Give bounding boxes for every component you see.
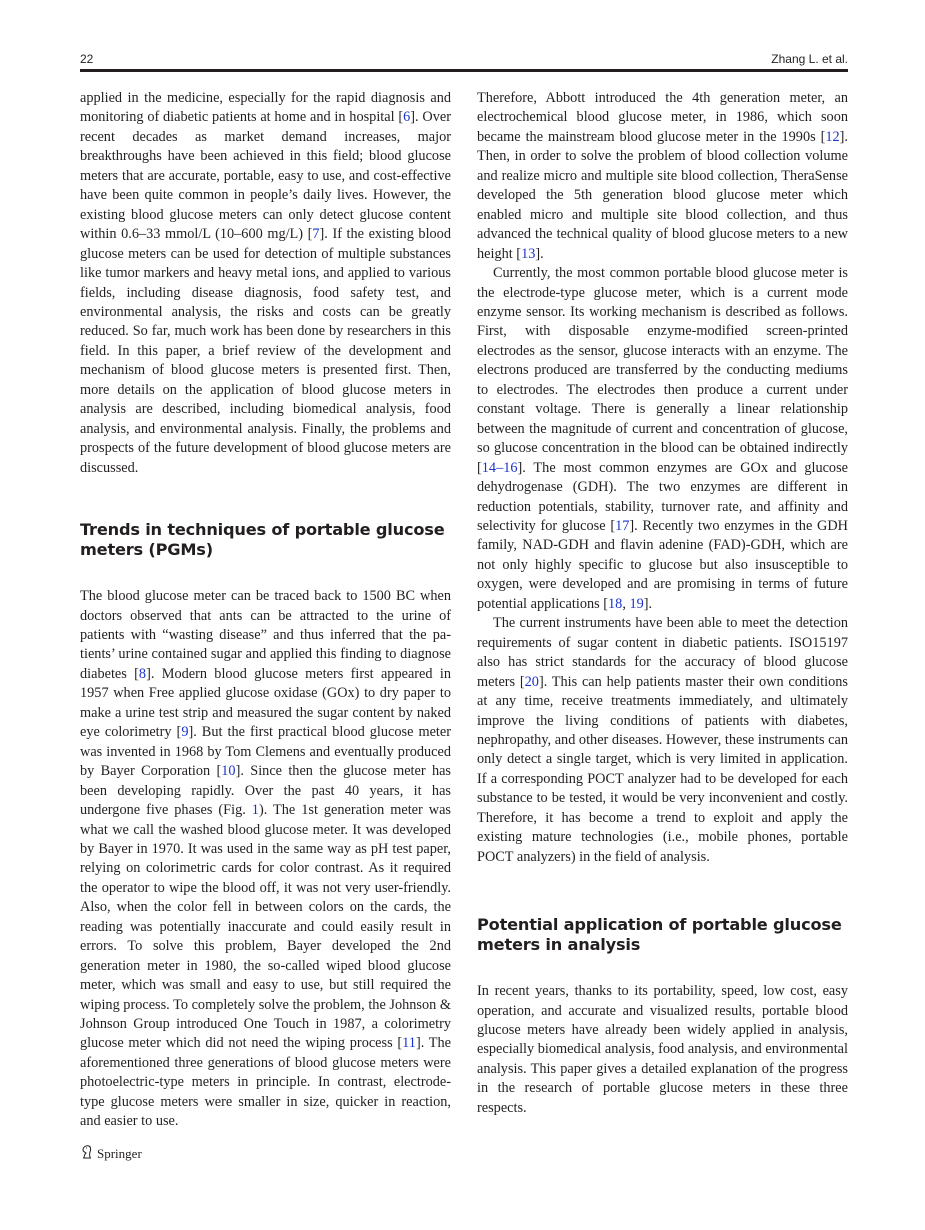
citation-link[interactable]: 8 <box>138 665 147 682</box>
paragraph: Therefore, Abbott introduced the 4th generation meter, an electrochemical blood glucose meter, in 1986, which soon became the mainstream blood glucose meter in the 1990s [12]. Then, in order to solve the problem of blood collection volume and realize micro and multiple site blood collection, TheraSense developed the 5th generation blood glucose meter which enabled micro and multiple site blood collection, and thus advanced the technical quality of blood glucose meters to a new height [13]. <box>477 90 848 262</box>
springer-chess-knight-icon <box>80 1144 94 1164</box>
paragraph: applied in the medicine, especially for the rapid diagnosis and monitoring of diabetic patients at home and in hospital [6]. Over recent decades as market demand increases, major breakthroughs have been achieved in this field; blood glucose meters that are accurate, portable, easy to use, and cost-effective have been quite common in people’s daily lives. However, the existing blood glucose meters can only detect glucose content within 0.6–33 mmol/L (10–600 mg/L) [7]. If the existing blood glucose meters can be used for detection of multiple substances like tumor markers and heavy metal ions, and applied to various fields, including disease diagnosis, food safety test, and environmental analysis, the risks and costs can be greatly reduced. So far, much work has been done by researchers in this field. In this paper, a brief review of the development and mechanism of blood glucose meters is presented first. Then, more details on the application of blood glucose meters in analysis are described, including biomedical analysis, food analysis, and environmental analysis. Finally, the problems and prospects of the future development of blood glucose meters are discussed. <box>80 90 451 476</box>
citation-link[interactable]: 18 <box>608 595 623 612</box>
publisher-name: Springer <box>97 1146 142 1161</box>
paragraph: The blood glucose meter can be traced back to 1500 BC when doctors observed that ants can be attracted to the urine of patients with “wasting disease” and thus inferred that the patients’ urine contained sugar and applied this finding to diagnose diabetes [8]. Modern blood glucose meters first appeared in 1957 when Free applied glucose oxidase (GOx) to dry paper to make a urine test strip and measured the sugar content by naked eye colorimetry [9]. But the first practical blood glucose meter was invented in 1968 by Tom Clemens and eventually produced by Bayer Corporation [10]. Since then the glucose meter has been developing rapidly. Over the past 40 years, it has undergone five phases (Fig. 1). The 1st generation meter was what we call the washed blood glucose meter. It was developed by Bayer in 1970. It was used in the same way as pH test paper, relying on colorimetric cards for color contrast. As it required the operator to wipe the blood off, it was not very user-friendly. Also, when the color fell in between colors on the cards, the reading was potentially inaccurate and could easily result in errors. To solve this problem, Bayer developed the 2nd generation meter in 1980, the so-called wiped blood glucose meter, which was small and easy to use, but still required the wiping process. To completely solve the problem, the Johnson & Johnson Group introduced One Touch in 1987, a colorimetry glucose meter which did not need the wiping process [11]. The aforementioned three generations of blood glucose meters were photoelectric-type meters in principle. In contrast, electrode-type glucose meters were smaller in size, quicker in reaction, and easier to use. <box>80 588 451 1130</box>
right-column <box>477 89 848 1118</box>
paragraph: Currently, the most common portable blood glucose meter is the electrode-type glucose meter, which is a current mode enzyme sensor. Its working mechanism is described as follows. First, with disposable enzyme-modified screen-printed electrodes as the sensor, glucose interacts with an enzyme. The electrons produced are transferred by the conducting mediums to electrodes. The electrodes then produce a current under constant voltage. There is generally a linear relationship between the magnitude of current and concentration of glucose, so glucose concentration in the blood can be obtained indirectly [14–16]. The most common enzymes are GOx and glucose dehydrogenase (GDH). The two enzymes are different in reduction potentials, stability, turnover rate, and affinity and selectivity for glucose [17]. Recently two enzymes in the GDH family, NAD-GDH and flavin adenine (FAD)-GDH, which are not only highly specific to glucose but also insusceptible to oxygen, were developed and are promising in terms of future potential applications [18, 19]. <box>477 265 848 612</box>
citation-link[interactable]: 19 <box>629 595 644 612</box>
section-heading-trends: Trends in techniques of portable glucose meters (PGMs) <box>80 520 445 560</box>
citation-link[interactable]: 11 <box>402 1035 416 1052</box>
citation-link[interactable]: 1 <box>251 802 259 819</box>
citation-link[interactable]: 13 <box>521 245 536 262</box>
left-column <box>80 89 451 1132</box>
citation-link[interactable]: 12 <box>825 128 840 145</box>
citation-link[interactable]: 20 <box>524 673 539 690</box>
header-rule <box>80 69 848 72</box>
paragraph: In recent years, thanks to its portability, speed, low cost, easy operation, and accurate and visualized results, portable blood glucose meters have already been widely applied in analysis, especially biomedical analysis, food analysis, and environmental analysis. This paper gives a detailed explanation of the progress in the research of portable glucose meters in these three respects. <box>477 983 848 1116</box>
page-number: 22 <box>80 52 94 66</box>
citation-link[interactable]: 7 <box>312 226 320 243</box>
section-heading-potential-application: Potential application of portable glucose meters in analysis <box>477 915 842 955</box>
running-header <box>80 50 848 70</box>
running-authors: Zhang L. et al. <box>771 52 848 66</box>
citation-link[interactable]: 10 <box>221 763 236 780</box>
publisher-footer <box>80 1144 142 1164</box>
citation-link[interactable]: 17 <box>615 517 630 534</box>
paragraph: The current instruments have been able to meet the detection requirements of sugar content in diabetic patients. ISO15197 also has strict standards for the accuracy of blood glucose meters [20]. This can help patients master their own conditions at any time, receive treatments immediately, and ultimately improve the living conditions of patients with diabetes, nephropathy, and other diseases. However, these instruments can only detect a single target, which is very limited in application. If a corresponding POCT analyzer had to be developed for each substance to be tested, it would be very inconvenient and costly. Therefore, it has become a trend to exploit and apply the existing mature technologies (i.e., mobile phones, portable POCT analyzers) in the field of analysis. <box>477 615 848 865</box>
citation-link[interactable]: 9 <box>181 724 189 741</box>
citation-link[interactable]: 6 <box>403 109 411 126</box>
citation-link[interactable]: 14–16 <box>481 459 518 476</box>
